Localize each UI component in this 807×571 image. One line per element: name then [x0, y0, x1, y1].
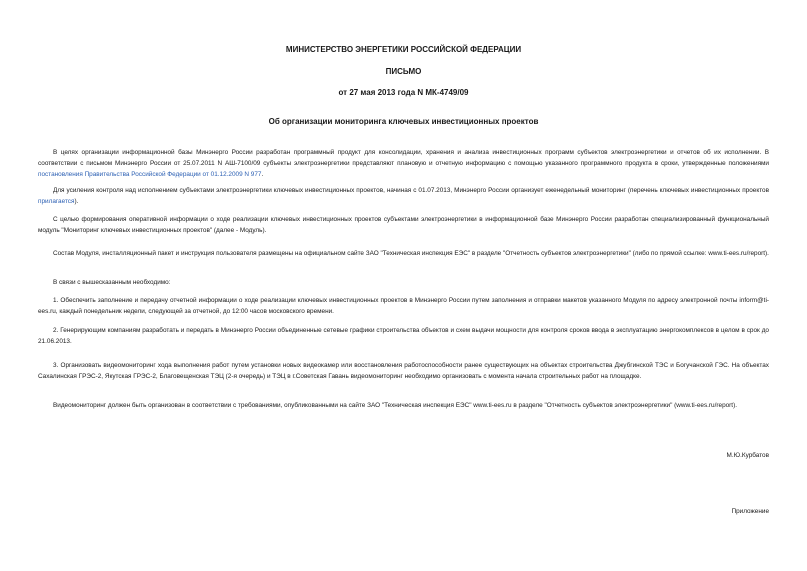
paragraph-video-monitoring: Видеомониторинг должен быть организован в соответствии с требованиями, опубликованными на сайте ЗАО "Техническая инспекция ЕЭС" www.ti-ees.ru в разделе "Отчетность субъектов электроэнергетики" (www.ti-ees.ru/report).: [53, 402, 737, 409]
paragraph-info-base: [38, 147, 769, 180]
government-decree-link[interactable]: постановления Правительства Российской Федерации от 01.12.2009 N 977: [38, 171, 262, 178]
paragraph-item-1: 1. Обеспечить заполнение и передачу отчетной информации о ходе реализации ключевых инвестиционных проектов в Минэнерго России путем заполнения и отправки макетов указанного Модуля по адресу электронной почты inform@ti-ees.ru, каждый понедельник недели, следующей за отчетной, до 12:00 часов московского времени.: [38, 297, 769, 315]
appendix-label: Приложение: [731, 508, 769, 515]
document-date-number: от 27 мая 2013 года N МК-4749/09: [338, 88, 469, 97]
attachment-link[interactable]: прилагается: [38, 198, 75, 205]
paragraph-text: ).: [74, 198, 79, 205]
paragraph-item-3: 3. Организовать видеомониторинг хода выполнения работ путем установки новых видеокамер или восстановления работоспособности ранее существующих на объектах строительства Джубгинской ТЭС и Богучанской ГЭС. На объектах Сахалинская ГРЭС-2, Якутская ГРЭС-2, Благовещенская ТЭЦ (2-я очередь) и ТЭЦ в г.Советская Гавань видеомониторинг необходимо организовать с момента начала строительных работ на площадке.: [38, 362, 769, 380]
paragraph-module-location: Состав Модуля, инсталляционный пакет и инструкция пользователя размещены на официальном сайте ЗАО "Техническая инспекция ЕЭС" в разделе "Отчетность субъектов электроэнергетики" (либо по прямой ссылке: www.ti-ees.ru/report).: [53, 250, 769, 257]
paragraph-module: С целью формирования оперативной информации о ходе реализации ключевых инвестиционных проектов субъектами электроэнергетики в информационной базе Минэнерго России разработан специализированный функциональный модуль "Мониторинг ключевых инвестиционных проектов" (далее - Модуль).: [38, 216, 769, 234]
ministry-title: МИНИСТЕРСТВО ЭНЕРГЕТИКИ РОССИЙСКОЙ ФЕДЕРАЦИИ: [285, 45, 522, 54]
paragraph-item-2: 2. Генерирующим компаниям разработать и передать в Минэнерго России объединенные сетевые графики строительства объектов и схем выдачи мощности для контроля сроков ввода в эксплуатацию энергокомплексов в целом в срок до 21.06.2013.: [38, 327, 769, 345]
document-type: ПИСЬМО: [385, 67, 422, 76]
paragraph-requirements-intro: В связи с вышесказанным необходимо:: [53, 279, 171, 286]
paragraph-weekly-monitoring: [38, 185, 769, 207]
paragraph-text: .: [261, 171, 264, 178]
paragraph-text: В целях организации информационной базы Минэнерго России разработан программный продукт для консолидации, хранения и анализа инвестиционных программ субъектов электроэнергетики и отчетов об их исполнении. В соответствии с письмом Минэнерго России от 25.07.2011 N АШ-7100/09 субъекты электроэнергетики представляют плановую и отчетную информацию с помощью указанного программного продукта в сроки, утвержденные положениями: [38, 149, 769, 167]
signature: М.Ю.Курбатов: [726, 452, 769, 459]
paragraph-text: Для усиления контроля над исполнением субъектами электроэнергетики ключевых инвестиционных проектов, начиная с 01.07.2013, Минэнерго России организует еженедельный мониторинг (перечень ключевых инвестиционных проектов: [53, 187, 769, 194]
document-subject: Об организации мониторинга ключевых инвестиционных проектов: [268, 117, 539, 126]
